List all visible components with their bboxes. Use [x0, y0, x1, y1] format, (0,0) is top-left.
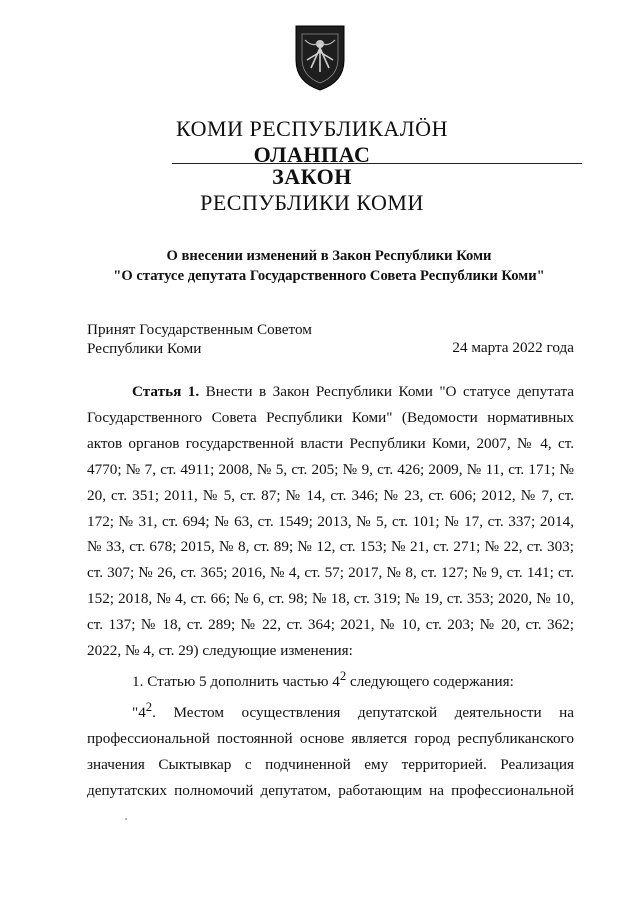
law-title-line2: "О статусе депутата Государственного Совета Республики Коми" [113, 268, 545, 284]
document-body [87, 379, 574, 804]
item-1-paragraph [87, 664, 574, 695]
part-4-2-paragraph [87, 695, 574, 804]
item-1-sup: 2 [339, 668, 347, 683]
header-olanpas: ОЛАНПАС [253, 142, 371, 167]
item-1-suffix: следующего содержания: [346, 673, 514, 691]
header-republic: РЕСПУБЛИКИ КОМИ [200, 190, 424, 215]
article-1-text: Внести в Закон Республики Коми "О статусе депутата Государственного Совета Республики Коми" (Ведомости нормативных актов органов государственной власти Республики Коми, 2007, № 4, ст. 4770; № 7, ст. 4911; 2008, № 5, ст. 205; № 9, ст. 426; 2009, № 11, ст. 171; № 20, ст. 351; 2011, № 5, ст. 87; № 14, ст. 346; № 23, ст. 606; 2012, № 7, ст. 172; № 31, ст. 694; № 63, ст. 1549; 2013, № 5, ст. 101; № 17, ст. 337; 2014, № 33, ст. 678; 2015, № 8, ст. 89; № 12, ст. 153; № 21, ст. 271; № 22, ст. 303; ст. 307; № 26, ст. 365; 2016, № 4, ст. 57; 2017, № 8, ст. 127; № 9, ст. 141; ст. 152; 2018, № 4, ст. 66; № 6, ст. 98; № 18, ст. 319; № 19, ст. 353; 2020, № 10, ст. 137; № 18, ст. 289; № 22, ст. 364; 2021, № 10, ст. 203; № 20, ст. 362; 2022, № 4, ст. 29) следующие изменения: [87, 383, 575, 660]
adopted-line2: Республики Коми [87, 340, 202, 357]
header-komi-title: КОМИ РЕСПУБЛИКАЛÖН [176, 116, 448, 141]
part-4-2-text: . Местом осуществления депутатской деятельности на профессиональной постоянной основе является город республиканского значения Сыктывкар с подчиненной ему территорией. Реализация депутатских полномочий депутатом, работающим на профессиональной [87, 704, 574, 799]
part-4-2-prefix: "4 [132, 704, 146, 721]
law-title-line1: О внесении изменений в Закон Республики Коми [166, 248, 492, 264]
adopted-by [87, 320, 312, 358]
article-1-label: Статья 1. [132, 383, 200, 400]
part-4-2-sup: 2 [145, 699, 153, 714]
scan-speck [125, 818, 127, 820]
item-1-prefix: 1. Статью 5 дополнить частью 4 [132, 673, 340, 691]
article-1-paragraph [87, 379, 574, 664]
adopted-line1: Принят Государственным Советом [87, 321, 312, 338]
header-zakon: ЗАКОН [272, 164, 352, 189]
adopted-date: 24 марта 2022 года [452, 339, 574, 356]
coat-of-arms-emblem [293, 22, 347, 92]
